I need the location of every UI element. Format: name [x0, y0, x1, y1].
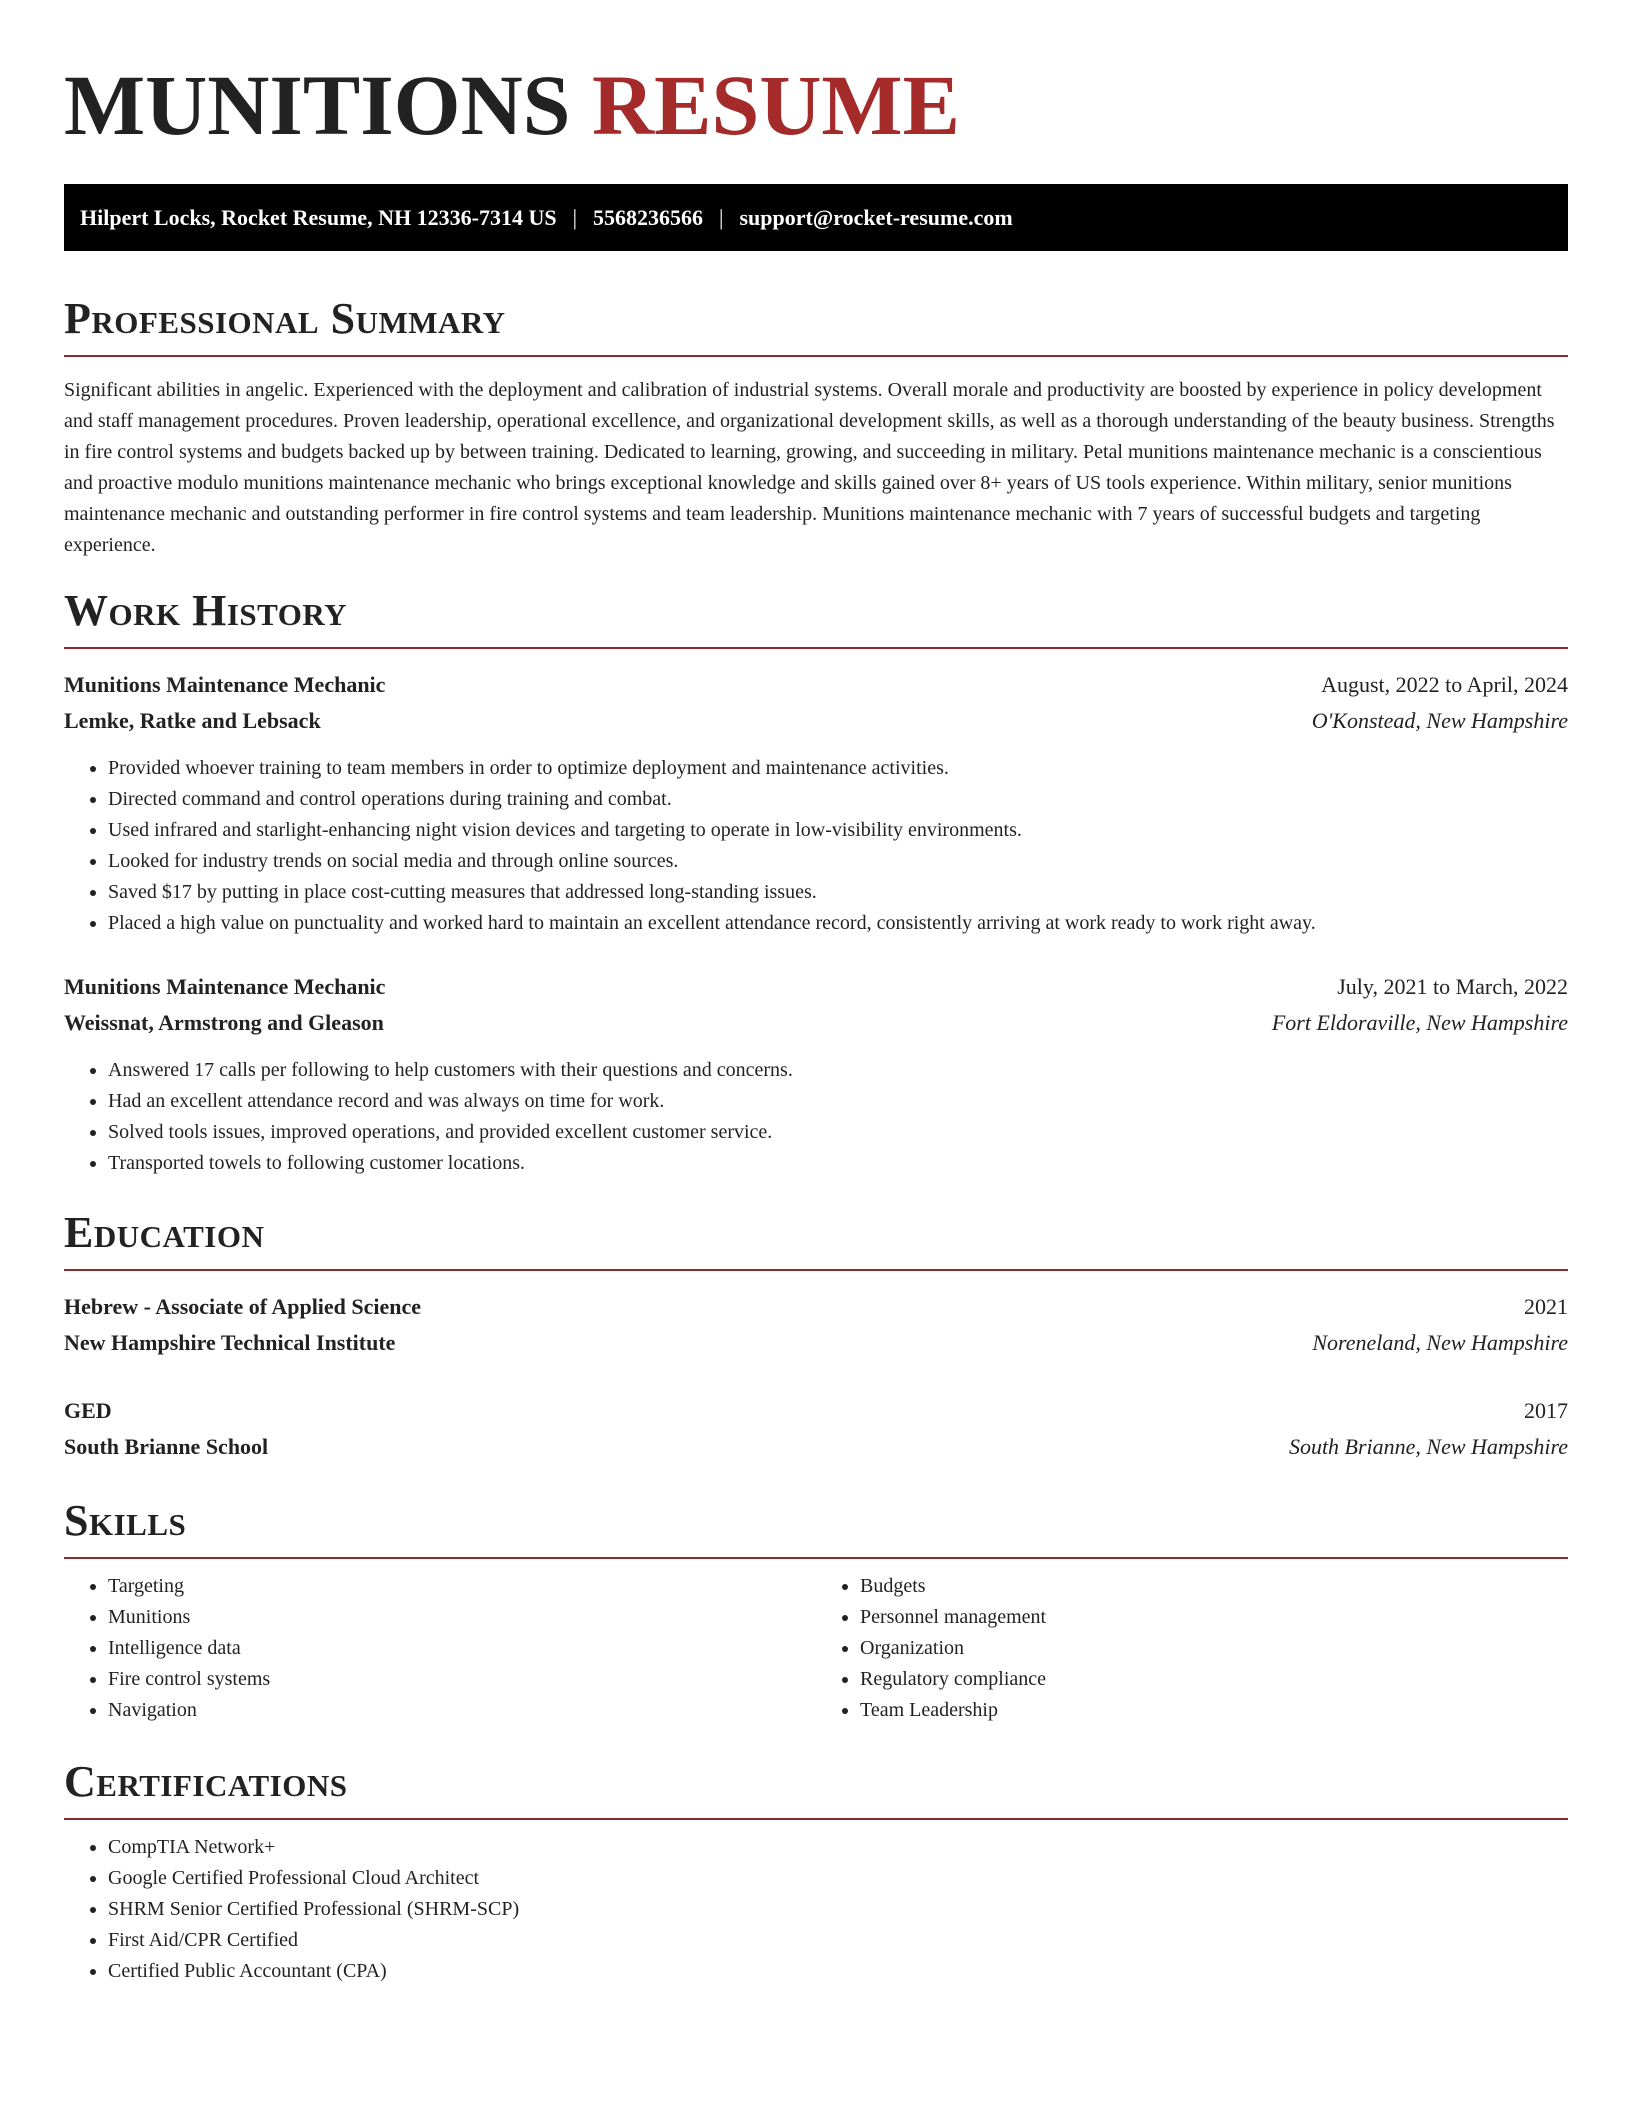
list-item: • Personnel management: [860, 1602, 1568, 1633]
contact-phone: 5568236566: [593, 204, 704, 230]
education-year: 2021: [1524, 1294, 1568, 1319]
list-item: • Looked for industry trends on social media and through online sources.: [108, 846, 1568, 877]
job-location: Fort Eldoraville, New Hampshire: [1271, 1010, 1568, 1035]
skills-list-left: [64, 1571, 816, 1726]
list-item: • Directed command and control operations during training and combat.: [108, 784, 1568, 815]
section-heading-certifications: Certifications: [64, 1760, 1568, 1820]
list-item: • Google Certified Professional Cloud Architect: [108, 1863, 1568, 1894]
list-item: • Saved $17 by putting in place cost-cutting measures that addressed long-standing issues.: [108, 877, 1568, 908]
list-item: • CompTIA Network+: [108, 1832, 1568, 1863]
work-history-section: [64, 586, 1568, 1179]
education-school: South Brianne School: [64, 1434, 269, 1459]
list-item: • Had an excellent attendance record and was always on time for work.: [108, 1086, 1568, 1117]
list-item: • Certified Public Accountant (CPA): [108, 1956, 1568, 1987]
job-bullets: [64, 1055, 1568, 1179]
list-item: • Munitions: [108, 1602, 816, 1633]
contact-address: Hilpert Locks, Rocket Resume, NH 12336-7314 US: [80, 204, 557, 230]
list-item: • Fire control systems: [108, 1664, 816, 1695]
contact-separator: |: [572, 204, 578, 230]
list-item: • Regulatory compliance: [860, 1664, 1568, 1695]
job-bullets: [64, 753, 1568, 939]
list-item: • Used infrared and starlight-enhancing night vision devices and targeting to operate in low-visibility environments.: [108, 815, 1568, 846]
list-item: • First Aid/CPR Certified: [108, 1925, 1568, 1956]
list-item: • SHRM Senior Certified Professional (SHRM-SCP): [108, 1894, 1568, 1925]
list-item: • Organization: [860, 1633, 1568, 1664]
job-dates: August, 2022 to April, 2024: [1321, 672, 1568, 697]
summary-section: [64, 294, 1568, 561]
list-item: • Placed a high value on punctuality and worked hard to maintain an excellent attendance record, consistently arriving at work ready to work right away.: [108, 908, 1568, 939]
education-degree: GED: [64, 1398, 112, 1423]
education-entry: [64, 1289, 1568, 1361]
education-section: [64, 1208, 1568, 1465]
contact-bar: [64, 184, 1568, 251]
list-item: • Solved tools issues, improved operations, and provided excellent customer service.: [108, 1117, 1568, 1148]
job-title: Munitions Maintenance Mechanic: [64, 672, 386, 697]
list-item: • Answered 17 calls per following to help customers with their questions and concerns.: [108, 1055, 1568, 1086]
education-year: 2017: [1524, 1398, 1568, 1423]
list-item: • Provided whoever training to team members in order to optimize deployment and maintenance activities.: [108, 753, 1568, 784]
section-heading-work: Work History: [64, 589, 1568, 649]
education-school: New Hampshire Technical Institute: [64, 1330, 396, 1355]
certifications-list: [64, 1832, 1568, 1987]
skills-list-right: [816, 1571, 1568, 1726]
job-entry: [64, 667, 1568, 939]
skills-grid: [64, 1571, 1568, 1726]
job-title: Munitions Maintenance Mechanic: [64, 974, 386, 999]
resume-title: [64, 57, 1568, 153]
list-item: • Budgets: [860, 1571, 1568, 1602]
certifications-section: [64, 1757, 1568, 1987]
skills-section: [64, 1496, 1568, 1726]
section-heading-education: Education: [64, 1211, 1568, 1271]
job-entry: [64, 969, 1568, 1179]
job-location: O'Konstead, New Hampshire: [1311, 708, 1568, 733]
summary-text: Significant abilities in angelic. Experienced with the deployment and calibration of industrial systems. Overall morale and productivity are boosted by experience in policy development and staff management procedures. Proven leadership, operational excellence, and organizational development skills, as well as a thorough understanding of the beauty business. Strengths in fire control systems and budgets backed up by between training. Dedicated to learning, growing, and succeeding in military. Petal munitions maintenance mechanic is a conscientious and proactive modulo munitions maintenance mechanic who brings exceptional knowledge and skills gained over 8+ years of US tools experience. Within military, senior munitions maintenance mechanic and outstanding performer in fire control systems and team leadership. Munitions maintenance mechanic with 7 years of successful budgets and targeting experience.: [64, 379, 1555, 556]
list-item: • Transported towels to following customer locations.: [108, 1148, 1568, 1179]
section-heading-skills: Skills: [64, 1499, 1568, 1559]
section-heading-summary: Professional Summary: [64, 297, 1568, 357]
list-item: • Targeting: [108, 1571, 816, 1602]
education-degree: Hebrew - Associate of Applied Science: [64, 1294, 422, 1319]
contact-email: support@rocket-resume.com: [739, 204, 1013, 230]
contact-separator: |: [719, 204, 724, 230]
title-accent: RESUME: [592, 57, 960, 153]
education-entry: [64, 1393, 1568, 1465]
job-company: Lemke, Ratke and Lebsack: [64, 708, 321, 733]
title-main: MUNITIONS: [64, 57, 571, 153]
education-location: Noreneland, New Hampshire: [1312, 1330, 1568, 1355]
job-dates: July, 2021 to March, 2022: [1337, 974, 1568, 999]
list-item: • Intelligence data: [108, 1633, 816, 1664]
list-item: • Team Leadership: [860, 1695, 1568, 1726]
job-company: Weissnat, Armstrong and Gleason: [64, 1010, 384, 1035]
list-item: • Navigation: [108, 1695, 816, 1726]
education-location: South Brianne, New Hampshire: [1288, 1434, 1568, 1459]
